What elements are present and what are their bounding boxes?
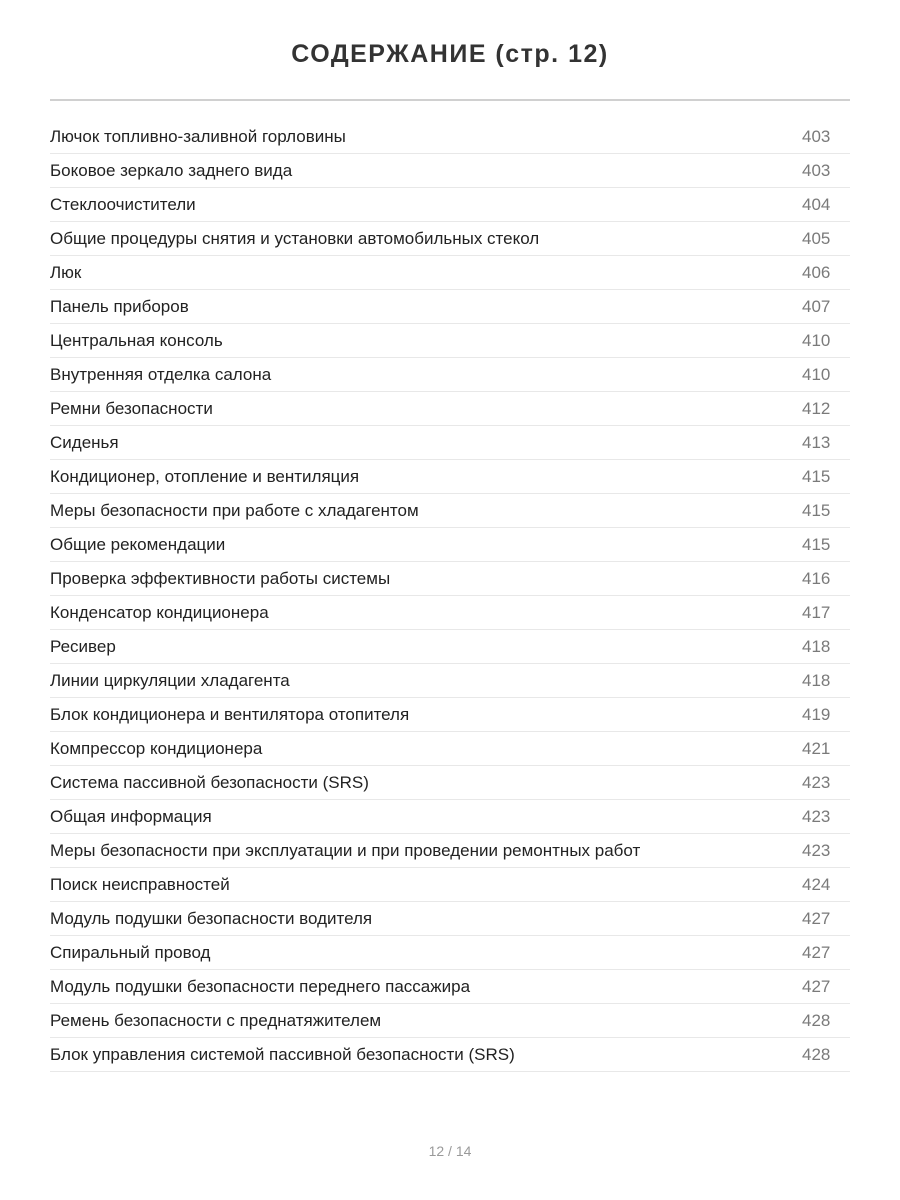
toc-entry-title: Меры безопасности при эксплуатации и при проведении ремонтных работ bbox=[50, 840, 641, 860]
toc-entry-title: Ресивер bbox=[50, 636, 116, 656]
toc-entry[interactable] bbox=[50, 494, 850, 528]
toc-entry[interactable] bbox=[50, 222, 850, 256]
toc-entry[interactable] bbox=[50, 426, 850, 460]
toc-entry-page-number: 427 bbox=[802, 976, 831, 996]
toc-entry-title: Общая информация bbox=[50, 806, 212, 826]
toc-entry-page-number: 423 bbox=[802, 772, 831, 792]
toc-entry-page-number: 403 bbox=[802, 126, 831, 146]
toc-entry-page-number: 405 bbox=[802, 228, 831, 248]
toc-entry[interactable] bbox=[50, 256, 850, 290]
toc-entry[interactable] bbox=[50, 834, 850, 868]
page-title: СОДЕРЖАНИЕ (стр. 12) bbox=[291, 40, 609, 68]
toc-entry-page-number: 412 bbox=[802, 398, 831, 418]
toc-entry[interactable] bbox=[50, 1038, 850, 1072]
toc-entry[interactable] bbox=[50, 630, 850, 664]
toc-entry[interactable] bbox=[50, 528, 850, 562]
toc-entry-title: Меры безопасности при работе с хладагентом bbox=[50, 500, 419, 520]
toc-entry[interactable] bbox=[50, 970, 850, 1004]
toc-entry-page-number: 416 bbox=[802, 568, 831, 588]
toc-entry-title: Модуль подушки безопасности водителя bbox=[50, 908, 373, 928]
toc-entry-page-number: 417 bbox=[802, 602, 831, 622]
toc-entry-title: Ремень безопасности с преднатяжителем bbox=[50, 1010, 382, 1030]
toc-entry-title: Проверка эффективности работы системы bbox=[50, 568, 391, 588]
toc-entry[interactable] bbox=[50, 188, 850, 222]
toc-entry-title: Панель приборов bbox=[50, 296, 189, 316]
toc-entry-title: Кондиционер, отопление и вентиляция bbox=[50, 466, 360, 486]
toc-entry-title: Общие процедуры снятия и установки автомобильных стекол bbox=[50, 228, 540, 248]
toc-entry[interactable] bbox=[50, 562, 850, 596]
toc-entry-page-number: 403 bbox=[802, 160, 831, 180]
toc-entry-page-number: 410 bbox=[802, 364, 831, 384]
page-number-indicator: 12 / 14 bbox=[428, 1143, 472, 1159]
toc-entry[interactable] bbox=[50, 868, 850, 902]
toc-entry-page-number: 428 bbox=[802, 1010, 831, 1030]
toc-entry-page-number: 427 bbox=[802, 908, 831, 928]
toc-entry-title: Спиральный провод bbox=[50, 942, 211, 962]
toc-entry-title: Блок управления системой пассивной безопасности (SRS) bbox=[50, 1044, 515, 1064]
toc-entry[interactable] bbox=[50, 392, 850, 426]
toc-entry[interactable] bbox=[50, 596, 850, 630]
toc-entry-title: Блок кондиционера и вентилятора отопителя bbox=[50, 704, 410, 724]
toc-entry-page-number: 413 bbox=[802, 432, 831, 452]
toc-entry-page-number: 418 bbox=[802, 670, 831, 690]
toc-entry[interactable] bbox=[50, 766, 850, 800]
toc-entry[interactable] bbox=[50, 324, 850, 358]
toc-entry-title: Система пассивной безопасности (SRS) bbox=[50, 772, 369, 792]
toc-entry-page-number: 406 bbox=[802, 262, 831, 282]
toc-entry-page-number: 424 bbox=[802, 874, 831, 894]
toc-entry-page-number: 410 bbox=[802, 330, 831, 350]
toc-entry-title: Общие рекомендации bbox=[50, 534, 226, 554]
toc-entry-page-number: 427 bbox=[802, 942, 831, 962]
toc-entry-page-number: 423 bbox=[802, 840, 831, 860]
toc-entry[interactable] bbox=[50, 1004, 850, 1038]
toc-entry-title: Компрессор кондиционера bbox=[50, 738, 263, 758]
toc-entry-title: Стеклоочистители bbox=[50, 194, 196, 214]
toc-entry[interactable] bbox=[50, 698, 850, 732]
toc-entry-page-number: 419 bbox=[802, 704, 831, 724]
toc-entry[interactable] bbox=[50, 120, 850, 154]
toc-entry[interactable] bbox=[50, 800, 850, 834]
toc-entry-title: Поиск неисправностей bbox=[50, 874, 230, 894]
toc-entry[interactable] bbox=[50, 936, 850, 970]
toc-entry-title: Люк bbox=[50, 262, 82, 282]
title-divider bbox=[50, 99, 850, 101]
toc-entry-page-number: 415 bbox=[802, 500, 831, 520]
toc-entry-page-number: 407 bbox=[802, 296, 831, 316]
toc-entry-title: Конденсатор кондиционера bbox=[50, 602, 269, 622]
toc-entry[interactable] bbox=[50, 358, 850, 392]
toc-entry-page-number: 421 bbox=[802, 738, 831, 758]
toc-entry-title: Ремни безопасности bbox=[50, 398, 213, 418]
toc-entry-page-number: 418 bbox=[802, 636, 831, 656]
toc-entry-title: Линии циркуляции хладагента bbox=[50, 670, 290, 690]
toc-entry[interactable] bbox=[50, 154, 850, 188]
toc-entry[interactable] bbox=[50, 664, 850, 698]
toc-entry-title: Модуль подушки безопасности переднего пассажира bbox=[50, 976, 471, 996]
toc-entry-page-number: 404 bbox=[802, 194, 831, 214]
toc-entry[interactable] bbox=[50, 902, 850, 936]
toc-entry-title: Внутренняя отделка салона bbox=[50, 364, 272, 384]
toc-entry[interactable] bbox=[50, 732, 850, 766]
toc-entry-title: Сиденья bbox=[50, 432, 119, 452]
toc-entry-page-number: 428 bbox=[802, 1044, 831, 1064]
toc-entry-page-number: 415 bbox=[802, 466, 831, 486]
toc-entry[interactable] bbox=[50, 290, 850, 324]
toc-entry[interactable] bbox=[50, 460, 850, 494]
toc-entry-title: Лючок топливно-заливной горловины bbox=[50, 126, 346, 146]
table-of-contents bbox=[50, 120, 850, 1072]
toc-entry-title: Боковое зеркало заднего вида bbox=[50, 160, 293, 180]
toc-entry-page-number: 415 bbox=[802, 534, 831, 554]
toc-entry-page-number: 423 bbox=[802, 806, 831, 826]
toc-entry-title: Центральная консоль bbox=[50, 330, 223, 350]
